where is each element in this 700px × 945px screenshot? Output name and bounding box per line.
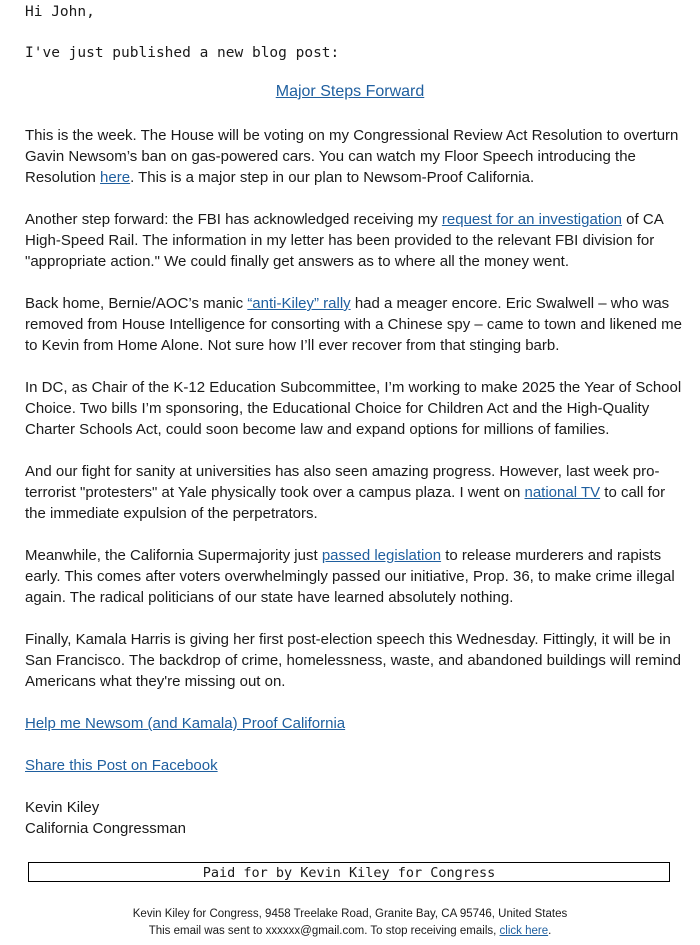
post-title-link[interactable]: Major Steps Forward bbox=[275, 83, 425, 100]
signature bbox=[25, 797, 186, 839]
paid-for-disclaimer: Paid for by Kevin Kiley for Congress bbox=[28, 862, 670, 882]
share-facebook-link[interactable]: Share this Post on Facebook bbox=[25, 757, 218, 774]
paragraph-harris bbox=[25, 629, 685, 692]
paragraph-text: had a meager encore. Eric Swalwell – who was removed from House Intelligence for consorting with a Chinese spy – came to town and likened me to Kevin from Home Alone. Not sure how I’ll ever recover from that stinging barb. bbox=[25, 295, 683, 354]
national-tv-link[interactable]: national TV bbox=[524, 484, 601, 501]
investigation-request-link[interactable]: request for an investigation bbox=[441, 211, 623, 228]
greeting: Hi John, bbox=[25, 4, 95, 20]
paragraph-text: In DC, as Chair of the K-12 Education Subcommittee, I’m working to make 2025 the Year of School Choice. Two bills I’m sponsoring, the Educational Choice for Children Act and the High-Quality Charter Schools Act, could soon become law and expand options for millions of families. bbox=[25, 379, 682, 438]
paragraph-text: of CA High-Speed Rail. The information in my letter has been provided to the relevant FBI division for "appropriate action." We could finally get answers as to where all the money went. bbox=[25, 211, 663, 270]
post-title-wrap bbox=[0, 81, 700, 102]
paragraph-text: Meanwhile, the California Supermajority just bbox=[25, 547, 322, 564]
email-footer bbox=[0, 906, 700, 940]
signature-name: Kevin Kiley bbox=[25, 799, 100, 816]
help-cta-wrap bbox=[25, 713, 345, 734]
paragraph-text: This is the week. The House will be voting on my Congressional Review Act Resolution to overturn Gavin Newsom’s ban on gas-powered cars. You can watch my Floor Speech introducing the Resolution bbox=[25, 127, 679, 186]
signature-title: California Congressman bbox=[25, 820, 186, 837]
paragraph-supermajority bbox=[25, 545, 685, 608]
footer-period: . bbox=[548, 925, 552, 937]
paragraph-text: to release murderers and rapists early. This comes after voters overwhelmingly passed our initiative, Prop. 36, to make crime illegal again. The radical politicians of our state have learned absolutely nothing. bbox=[25, 547, 675, 606]
paragraph-text: And our fight for sanity at universities has also seen amazing progress. However, last week pro-terrorist "protesters" at Yale physically took over a campus plaza. I went on bbox=[25, 463, 660, 501]
share-cta-wrap bbox=[25, 755, 218, 776]
passed-legislation-link[interactable]: passed legislation bbox=[321, 547, 442, 564]
footer-unsubscribe-line bbox=[0, 923, 700, 940]
footer-address: Kevin Kiley for Congress, 9458 Treelake Road, Granite Bay, CA 95746, United States bbox=[132, 908, 568, 920]
paragraph-text: to call for the immediate expulsion of the perpetrators. bbox=[25, 484, 666, 522]
anti-kiley-rally-link[interactable]: “anti-Kiley” rally bbox=[247, 295, 351, 312]
paragraph-text: Back home, Bernie/AOC’s manic bbox=[25, 295, 248, 312]
footer-sent-to: This email was sent to xxxxxx@gmail.com. To stop receiving emails, bbox=[148, 925, 500, 937]
paragraph-universities bbox=[25, 461, 685, 524]
paragraph-school-choice bbox=[25, 377, 685, 440]
paragraph-gas-cars bbox=[25, 125, 685, 188]
floor-speech-link[interactable]: here bbox=[100, 169, 131, 186]
paragraph-fbi bbox=[25, 209, 685, 272]
paragraph-text: Another step forward: the FBI has acknowledged receiving my bbox=[25, 211, 442, 228]
unsubscribe-link[interactable]: click here bbox=[499, 925, 549, 937]
paragraph-text: . This is a major step in our plan to Newsom-Proof California. bbox=[130, 169, 535, 186]
paragraph-rally bbox=[25, 293, 685, 356]
help-proof-california-link[interactable]: Help me Newsom (and Kamala) Proof California bbox=[25, 715, 346, 732]
paragraph-text: Finally, Kamala Harris is giving her first post-election speech this Wednesday. Fittingly, it will be in San Francisco. The backdrop of crime, homelessness, waste, and abandoned buildings will remind Americans what they're missing out on. bbox=[25, 631, 681, 690]
intro-text: I've just published a new blog post: bbox=[25, 45, 340, 61]
